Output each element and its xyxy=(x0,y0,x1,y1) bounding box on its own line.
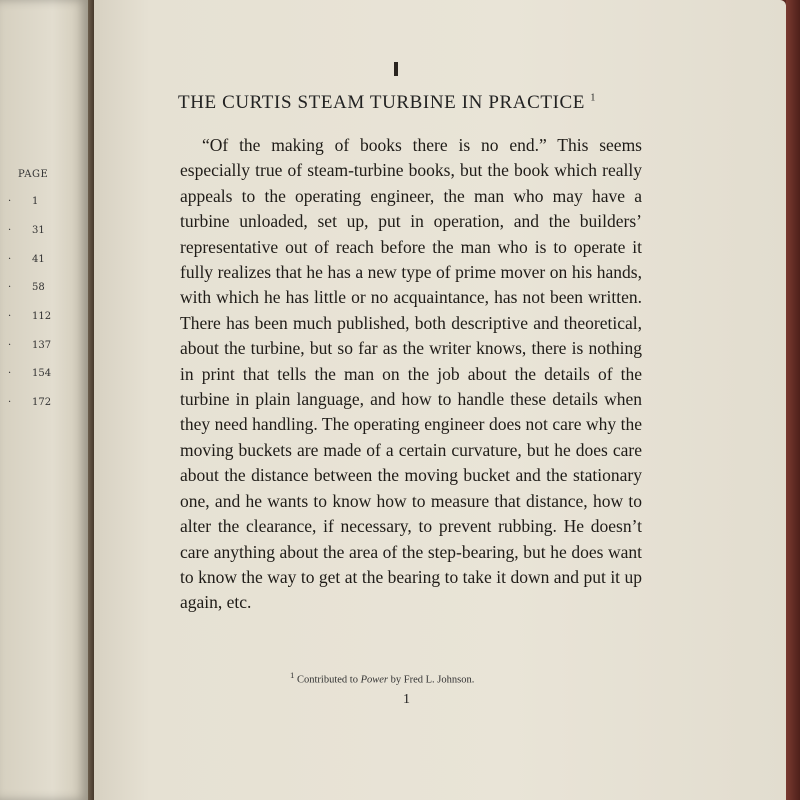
footnote-reference: 1 xyxy=(590,92,596,104)
page-number: 1 xyxy=(403,692,410,707)
chapter-number-marker xyxy=(394,62,398,76)
toc-page-entry: · 154 xyxy=(8,368,52,379)
footnote: $^1$ Contributed to Power by Fred L. Johnson. xyxy=(290,670,475,686)
toc-page-entry: · 1 xyxy=(8,196,39,207)
toc-page-entry: · 31 xyxy=(8,225,45,236)
toc-page-entry: · 58 xyxy=(8,282,45,293)
book-cover-edge xyxy=(786,0,800,800)
toc-page-entry: · 172 xyxy=(8,397,52,408)
left-page xyxy=(0,0,88,800)
toc-page-entry: · 112 xyxy=(8,311,52,322)
chapter-title: THE CURTIS STEAM TURBINE IN PRACTICE $^1$ xyxy=(178,92,596,113)
toc-page-entry: · 41 xyxy=(8,254,45,265)
body-paragraph: “Of the making of books there is no end.” This seems especially true of steam-turbine books, but the book which really appeals to the operating engineer, the man who may have a turbine unloaded, set up, put in operation, and the builders’ representative out of reach before the man who is to operate it fully realizes that he has a new type of prime mover on his hands, with which he has little or no acquaintance, has not been written. There has been much published, both descriptive and theoretical, about the turbine, but so far as the writer knows, there is nothing in print that tells the man on the job about the details of the turbine in plain language, and how to handle these details when they need handling. The operating engineer does not care why the moving buckets are made of a certain curvature, but he does care about the distance between the moving bucket and the stationary one, and he wants to know how to measure that distance, how to alter the clearance, if necessary, to prevent rubbing. He doesn’t care anything about the area of the step-bearing, but he does want to know the way to get at the bearing to take it down and put it up again, etc. xyxy=(180,135,642,613)
toc-page-entry: · 137 xyxy=(8,340,52,351)
toc-page-header: PAGE xyxy=(18,169,49,180)
